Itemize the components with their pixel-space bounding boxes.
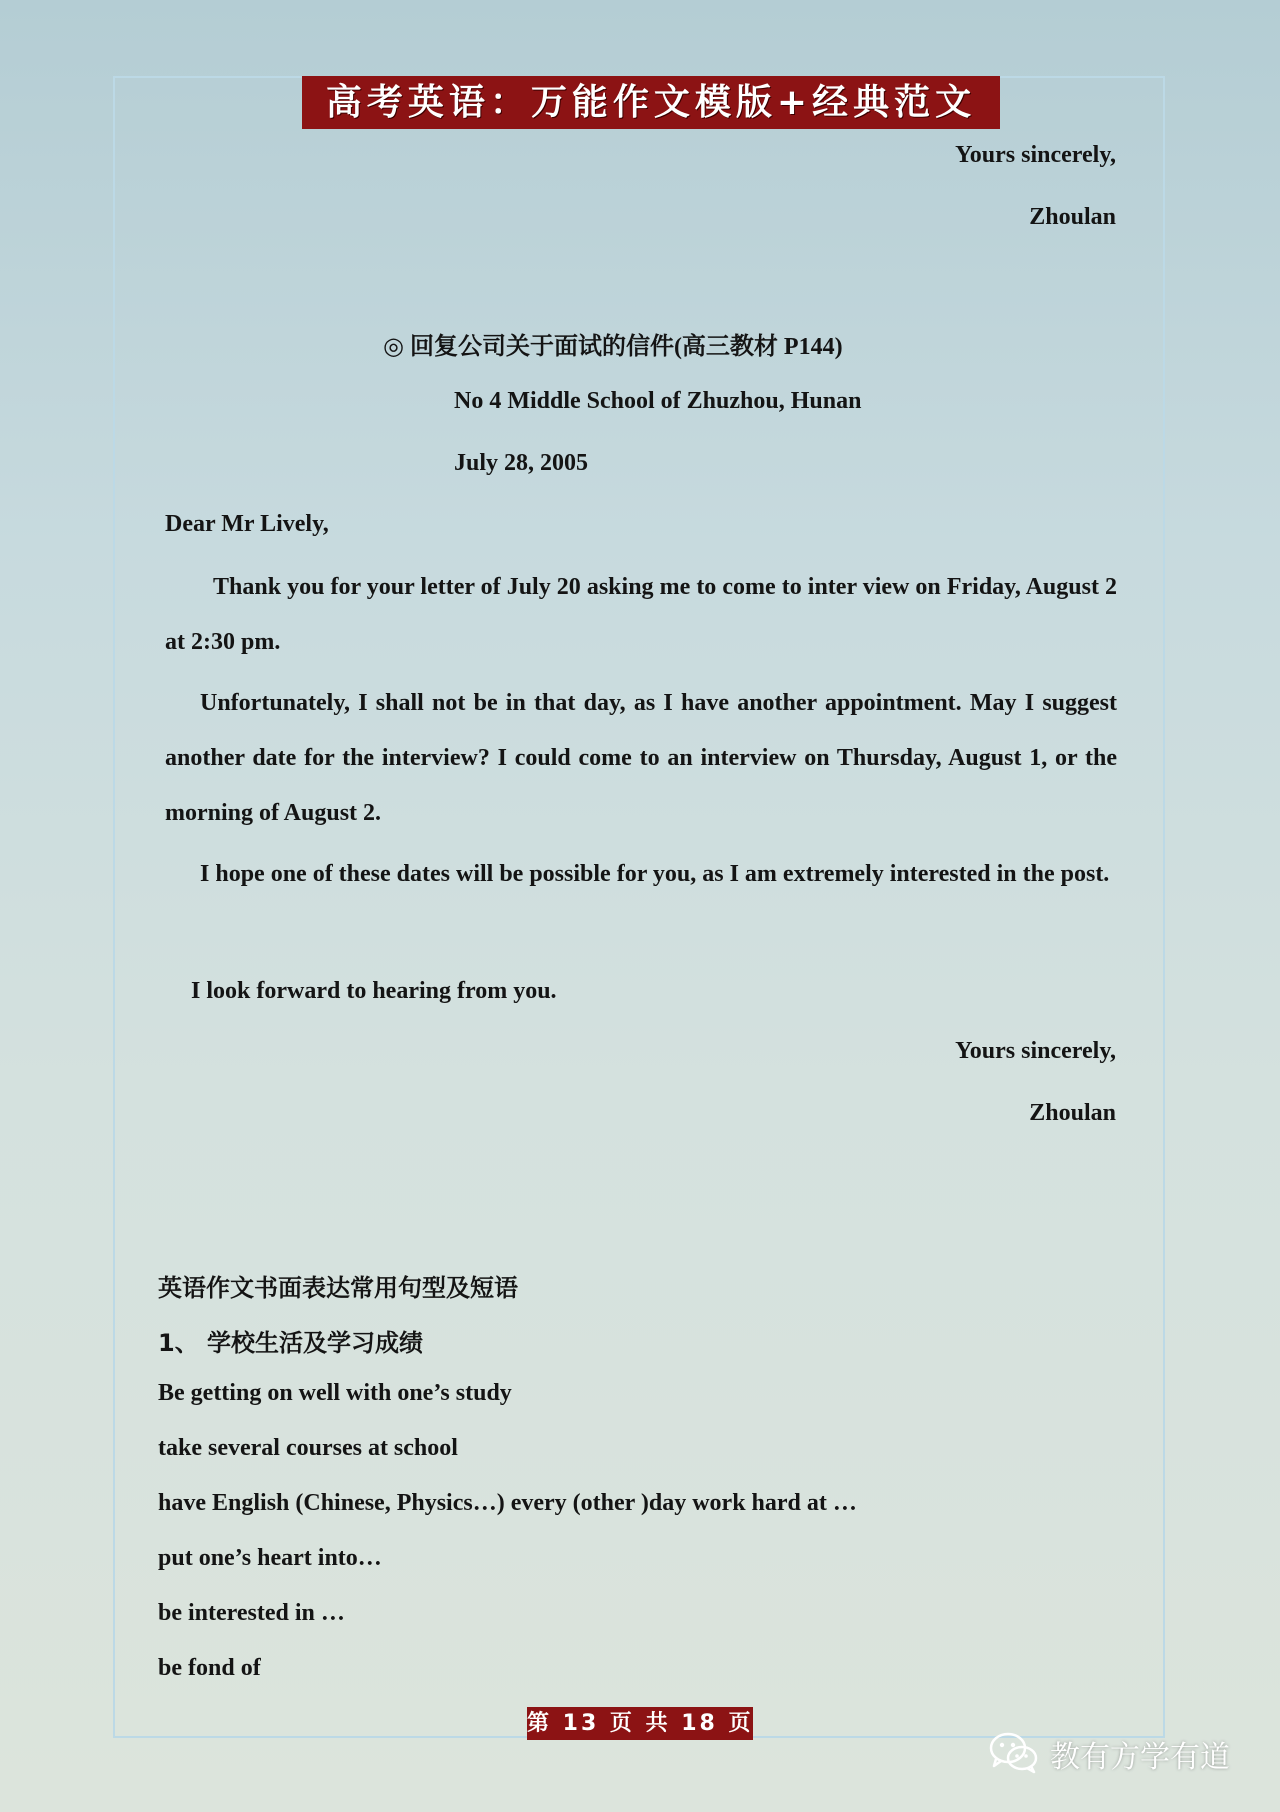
letter-heading: ◎ 回复公司关于面试的信件(高三教材 P144) [383, 334, 843, 360]
phrase-item: have English (Chinese, Physics…) every (other )day work hard at … [158, 1490, 857, 1516]
letter-paragraph: Unfortunately, I shall not be in that day, as I have another appointment. May I suggest another date for the interview? I could come to an interview on Thursday, August 1, or the morning of August 2. [165, 690, 1117, 826]
letter-paragraph: I hope one of these dates will be possible for you, as I am extremely interested in the post. [200, 861, 1110, 887]
wechat-icon [988, 1730, 1040, 1779]
letter-signature: Zhoulan [1029, 1100, 1116, 1126]
phrases-heading: 英语作文书面表达常用句型及短语 [158, 1274, 518, 1302]
letter-salutation: Dear Mr Lively, [165, 511, 329, 537]
prev-letter-signature: Zhoulan [1029, 204, 1116, 230]
letter-paragraph: Thank you for your letter of July 20 asking me to come to inter view on Friday, August 2 at 2:30 pm. [165, 574, 1117, 655]
phrase-item: take several courses at school [158, 1435, 458, 1461]
letter-date: July 28, 2005 [454, 450, 589, 476]
watermark-text: 教有方学有道 [1050, 1740, 1230, 1775]
page-banner-title: 高考英语：万能作文模版+经典范文 [302, 76, 1000, 129]
phrase-item: be fond of [158, 1655, 261, 1681]
letter-closing: Yours sincerely, [955, 1038, 1116, 1064]
phrase-item: be interested in … [158, 1600, 345, 1626]
page-indicator: 第 13 页 共 18 页 [527, 1707, 753, 1740]
phrases-subheading: 1、 学校生活及学习成绩 [158, 1329, 424, 1357]
prev-letter-closing: Yours sincerely, [955, 142, 1116, 168]
phrase-item: put one’s heart into… [158, 1545, 382, 1571]
letter-paragraph: I look forward to hearing from you. [191, 978, 557, 1004]
watermark [988, 1732, 1230, 1776]
letter-address: No 4 Middle School of Zhuzhou, Hunan [454, 388, 862, 414]
phrase-item: Be getting on well with one’s study [158, 1380, 512, 1406]
